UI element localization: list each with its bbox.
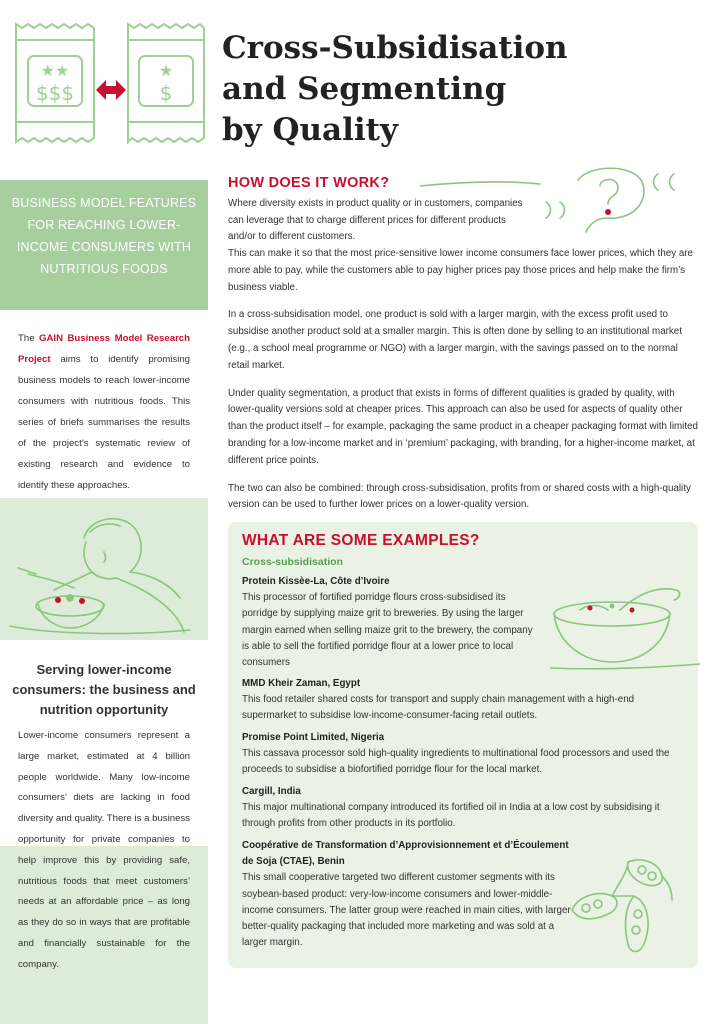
tag-right-price: $ xyxy=(159,81,173,105)
arrow-exchange-icon xyxy=(96,80,126,100)
header-illustration xyxy=(8,18,208,154)
examples-subtitle: Cross-subsidisation xyxy=(242,556,343,568)
soybean-pod-icon xyxy=(568,852,678,962)
example-item xyxy=(242,784,688,833)
example-name: Cargill, India xyxy=(242,786,301,797)
example-item xyxy=(242,676,688,725)
example-desc: This small cooperative targeted two different customer segments with its soybean-based product: very-low-income consumers and lower-middle-income consumers. The latter group were reached in main cities, with larger better-quality packaging that included more marketing and was sold at a larger margin. xyxy=(242,872,571,949)
sidebar-feature-box xyxy=(0,180,208,310)
example-item xyxy=(242,574,542,671)
tag-left-stars: ★★ xyxy=(40,61,70,80)
porridge-bowl-icon xyxy=(550,572,700,672)
example-desc: This processor of fortified porridge flours cross-subsidised its porridge by supplying maize grit to breweries. By using the larger margin earned when selling maize grit to the brewery, the company is able to sell the fortified porridge flour at a lower price to local consumers xyxy=(242,592,533,669)
example-desc: This cassava processor sold high-quality ingredients to multinational food processors and used the proceeds to subsidise a biofortified porridge flour for the local market. xyxy=(242,748,670,776)
how-paragraph: The two can also be combined: through cross-subsidisation, profits from or shared costs with a high-quality version can be used to further lower prices on a lower-quality version. xyxy=(228,482,691,511)
title-line-2: and Segmenting xyxy=(222,71,507,107)
example-name: Protein Kissèe-La, Côte d’Ivoire xyxy=(242,576,390,587)
example-desc: This major multinational company introduced its fortified oil in India at a low cost by subsidising it through profits from other products in its portfolio. xyxy=(242,802,660,830)
example-item xyxy=(242,730,688,779)
example-item xyxy=(242,838,572,951)
sidebar-intro xyxy=(18,328,190,496)
examples-box xyxy=(228,522,698,968)
child-eating-icon xyxy=(8,508,192,640)
example-name: Coopérative de Transformation d’Approvisionnement et d’Écoulement de Soja (CTAE), Benin xyxy=(242,840,569,868)
tag-left-price: $$$ xyxy=(35,81,75,105)
sidebar-intro-pre: The xyxy=(18,333,40,344)
how-paragraph: In a cross-subsidisation model, one product is sold with a larger margin, with the excess profit used to subsidise another product sold at a smaller margin. This is often done by selling to an institutional market (e.g., a school meal programme or NGO) with a larger margin, with the savings passed on to the normal retail market. xyxy=(228,309,682,371)
how-intro: Where diversity exists in product quality or in customers, companies can leverage that to charge different prices for different products and/or to different customers. xyxy=(228,198,523,242)
how-section-title: HOW DOES IT WORK? xyxy=(228,175,390,191)
how-paragraph: This can make it so that the most price-sensitive lower income consumers face lower prices, which they are more able to pay, while the customers able to pay higher prices pay those prices and help make the firm’s business viable. xyxy=(228,248,693,293)
example-desc: This food retailer shared costs for transport and supply chain management with a high-end supermarket to subsidise low-income-consumer-facing retail outlets. xyxy=(242,694,635,722)
tag-right-stars: ★ xyxy=(158,61,174,80)
sidebar-intro-post: aims to identify promising business models to reach lower-income consumers with nutritious foods. This series of briefs summarises the results of the project’s systematic review of existing research and evidence to identify these approaches. xyxy=(18,354,190,491)
title-line-3: by Quality xyxy=(222,112,398,148)
sidebar xyxy=(0,180,208,1024)
examples-title: WHAT ARE SOME EXAMPLES? xyxy=(242,532,480,549)
sidebar-section-body: Lower-income consumers represent a large market, estimated at 4 billion people worldwide. Many low-income consumers’ diets are lacking in food diversity and quality. There is a business opportunity for private companies to help improve this by providing safe, nutritious foods that meet customers’ needs at an affordable price – as long as they do so in ways that are profitable and financially sustainable for the company. xyxy=(18,730,190,970)
page-title xyxy=(222,28,582,151)
project-link[interactable]: GAIN Business Model Research Project xyxy=(18,333,190,365)
sidebar-section-title: Serving lower-income consumers: the business and nutrition opportunity xyxy=(12,662,196,717)
how-paragraph: Under quality segmentation, a product that exists in forms of different qualities is graded by quality, with lower-quality versions sold at cheaper prices. This approach can also be used for aspects of quality other than the product itself – for example, packaging the same product in a cheaper packaging format with limited branding for a low-income market and in ‘premium’ packaging, with branding, for a higher-income market, at different price points. xyxy=(228,387,698,466)
example-name: MMD Kheir Zaman, Egypt xyxy=(242,678,361,689)
how-paragraphs xyxy=(228,246,698,525)
title-line-1: Cross-Subsidisation xyxy=(222,30,568,66)
example-name: Promise Point Limited, Nigeria xyxy=(242,732,385,743)
sidebar-feature-title: BUSINESS MODEL FEATURES FOR REACHING LOWER-INCOME CONSUMERS WITH NUTRITIOUS FOODS xyxy=(11,196,197,276)
